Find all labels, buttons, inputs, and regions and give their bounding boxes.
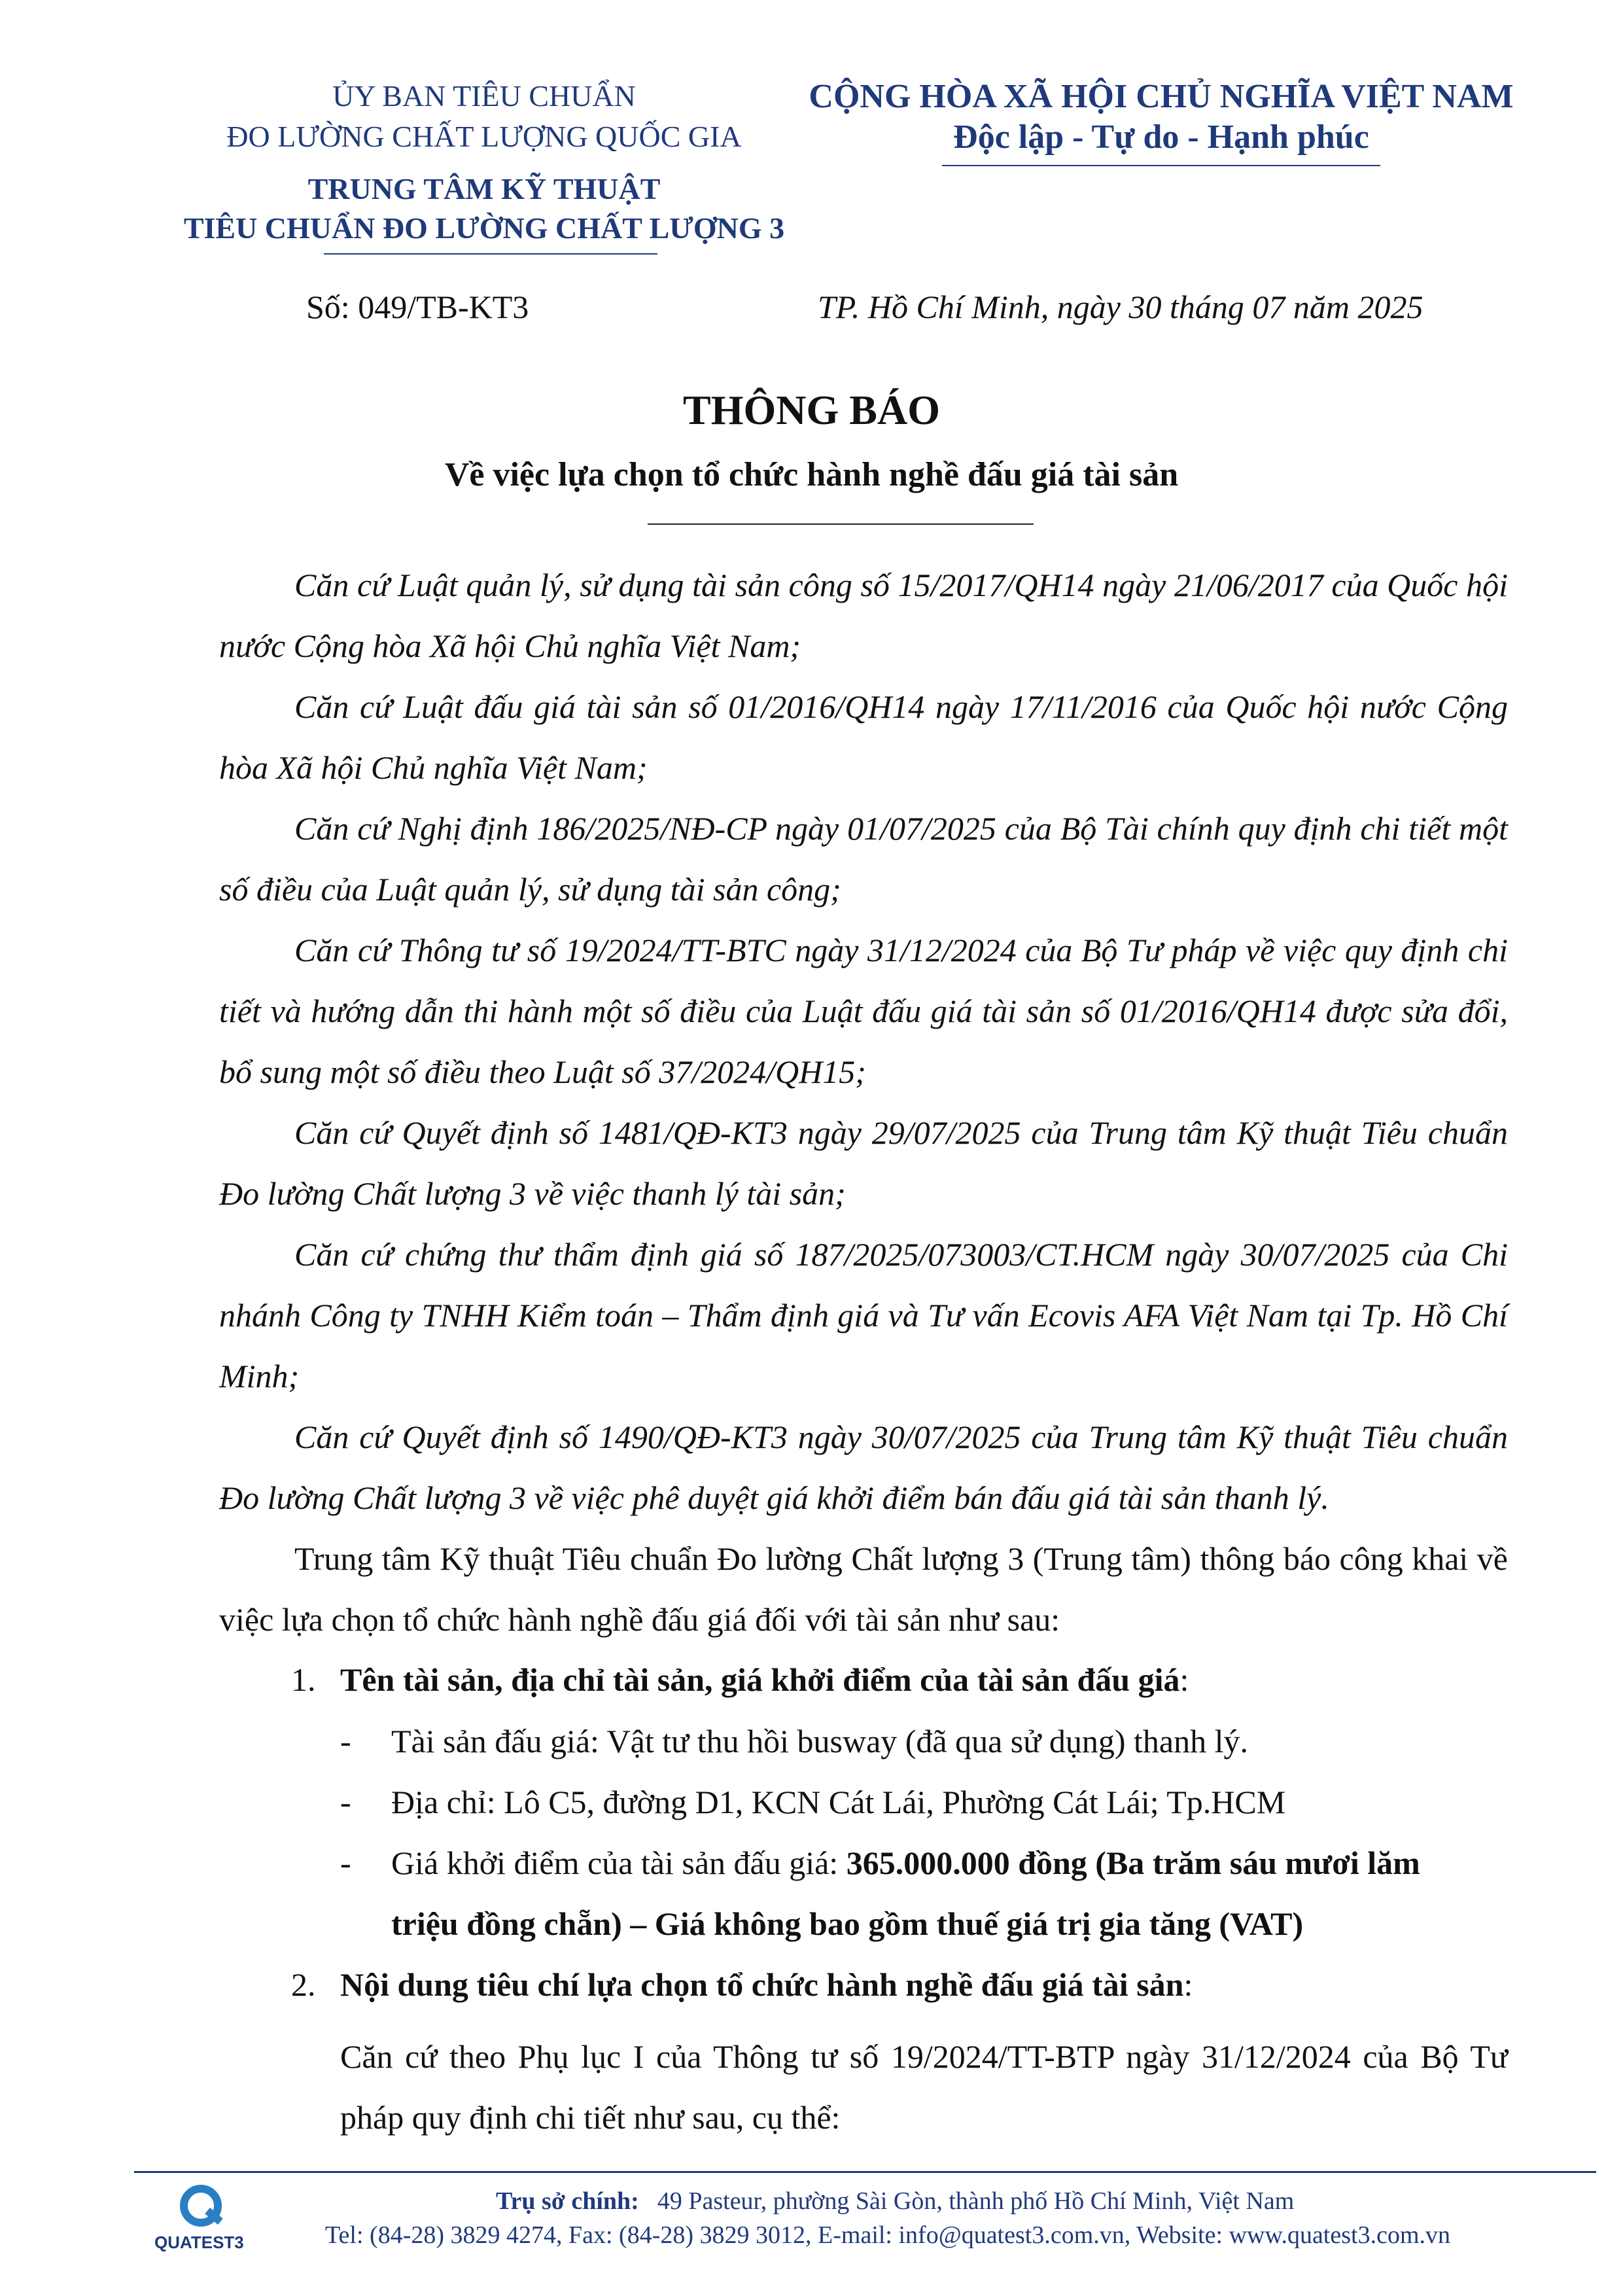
footer-hq-label: Trụ sở chính:	[496, 2187, 639, 2215]
footer-hq-address: 49 Pasteur, phường Sài Gòn, thành phố Hồ Chí Minh, Việt Nam	[657, 2187, 1295, 2215]
document-title: THÔNG BÁO	[683, 387, 940, 433]
title-underline	[648, 523, 1034, 525]
logo-wordmark: QUATEST3	[154, 2233, 244, 2252]
quatest3-logo-icon	[152, 2183, 250, 2255]
legal-basis-5: Căn cứ Quyết định số 1481/QĐ-KT3 ngày 29/07/2025 của Trung tâm Kỹ thuật Tiêu chuẩn Đo lường Chất lượng 3 về việc thanh lý tài sản;	[219, 1114, 1508, 1212]
document-date: TP. Hồ Chí Minh, ngày 30 tháng 07 năm 2025	[818, 289, 1423, 325]
section-1-number: 1.	[291, 1661, 316, 1698]
document-number: Số: 049/TB-KT3	[306, 289, 529, 325]
section-1-heading-wrap	[340, 1661, 1189, 1699]
document-subtitle: Về việc lựa chọn tổ chức hành nghề đấu giá tài sản	[444, 456, 1179, 493]
legal-basis-2: Căn cứ Luật đấu giá tài sản số 01/2016/QH14 ngày 17/11/2016 của Quốc hội nước Cộng hòa Xã hội Chủ nghĩa Việt Nam;	[219, 688, 1508, 786]
asset-name: Tài sản đấu giá: Vật tư thu hồi busway (đã qua sử dụng) thanh lý.	[391, 1723, 1248, 1759]
starting-price-value: 365.000.000 đồng (Ba trăm sáu mươi lăm	[846, 1845, 1420, 1881]
legal-basis-1: Căn cứ Luật quản lý, sử dụng tài sản công số 15/2017/QH14 ngày 21/06/2017 của Quốc hội nước Cộng hòa Xã hội Chủ nghĩa Việt Nam;	[219, 567, 1508, 664]
starting-price-line	[391, 1844, 1420, 1882]
asset-address: Địa chỉ: Lô C5, đường D1, KCN Cát Lái, Phường Cát Lái; Tp.HCM	[391, 1784, 1286, 1820]
section-2-heading: Nội dung tiêu chí lựa chọn tổ chức hành nghề đấu giá tài sản	[340, 1966, 1184, 2003]
agency-line-1: ỦY BAN TIÊU CHUẨN	[332, 79, 636, 113]
section-2-colon: :	[1183, 1966, 1193, 2003]
nation-motto: Độc lập - Tự do - Hạnh phúc	[953, 118, 1369, 156]
center-name-line-2: TIÊU CHUẨN ĐO LƯỜNG CHẤT LƯỢNG 3	[183, 211, 785, 245]
legal-basis-3: Căn cứ Nghị định 186/2025/NĐ-CP ngày 01/07/2025 của Bộ Tài chính quy định chi tiết một số điều của Luật quản lý, sử dụng tài sản công;	[219, 810, 1508, 908]
section-2-number: 2.	[291, 1966, 316, 2003]
nation-underline	[942, 165, 1380, 166]
footer-rule	[134, 2171, 1596, 2173]
section-1-heading: Tên tài sản, địa chỉ tài sản, giá khởi điểm của tài sản đấu giá	[340, 1661, 1180, 1698]
intro-paragraph: Trung tâm Kỹ thuật Tiêu chuẩn Đo lường Chất lượng 3 (Trung tâm) thông báo công khai về việc lựa chọn tổ chức hành nghề đấu giá đối với tài sản như sau:	[219, 1540, 1508, 1638]
legal-basis-7: Căn cứ Quyết định số 1490/QĐ-KT3 ngày 30/07/2025 của Trung tâm Kỹ thuật Tiêu chuẩn Đo lường Chất lượng 3 về việc phê duyệt giá khởi điểm bán đấu giá tài sản thanh lý.	[219, 1419, 1508, 1516]
footer-contact: Tel: (84-28) 3829 4274, Fax: (84-28) 3829 3012, E-mail: info@quatest3.com.vn, Website: www.quatest3.com.vn	[325, 2221, 1451, 2249]
starting-price-value-cont: triệu đồng chẵn) – Giá không bao gồm thuế giá trị gia tăng (VAT)	[391, 1905, 1304, 1942]
agency-underline	[324, 253, 657, 255]
section-2-heading-wrap	[340, 1966, 1193, 2004]
legal-basis-4: Căn cứ Thông tư số 19/2024/TT-BTC ngày 31/12/2024 của Bộ Tư pháp về việc quy định chi tiết và hướng dẫn thi hành một số điều của Luật đấu giá tài sản số 01/2016/QH14 được sửa đổi, bổ sung một số điều theo Luật số 37/2024/QH15;	[219, 932, 1508, 1090]
nation-title: CỘNG HÒA XÃ HỘI CHỦ NGHĨA VIỆT NAM	[809, 78, 1514, 115]
section-2-text: Căn cứ theo Phụ lục I của Thông tư số 19/2024/TT-BTP ngày 31/12/2024 của Bộ Tư pháp quy định chi tiết như sau, cụ thể:	[340, 2038, 1508, 2136]
center-name-line-1: TRUNG TÂM KỸ THUẬT	[307, 172, 661, 205]
bullet-dash-3: -	[340, 1845, 351, 1881]
bullet-dash-1: -	[340, 1723, 351, 1759]
quatest3-logo	[152, 2183, 250, 2258]
starting-price-label: Giá khởi điểm của tài sản đấu giá:	[391, 1845, 846, 1881]
bullet-dash-2: -	[340, 1784, 351, 1820]
section-1-colon: :	[1179, 1661, 1189, 1698]
agency-line-2: ĐO LƯỜNG CHẤT LƯỢNG QUỐC GIA	[226, 120, 742, 153]
legal-basis-6: Căn cứ chứng thư thẩm định giá số 187/2025/073003/CT.HCM ngày 30/07/2025 của Chi nhánh Công ty TNHH Kiểm toán – Thẩm định giá và Tư vấn Ecovis AFA Việt Nam tại Tp. Hồ Chí Minh;	[219, 1236, 1508, 1394]
footer-hq-line	[496, 2187, 1294, 2216]
